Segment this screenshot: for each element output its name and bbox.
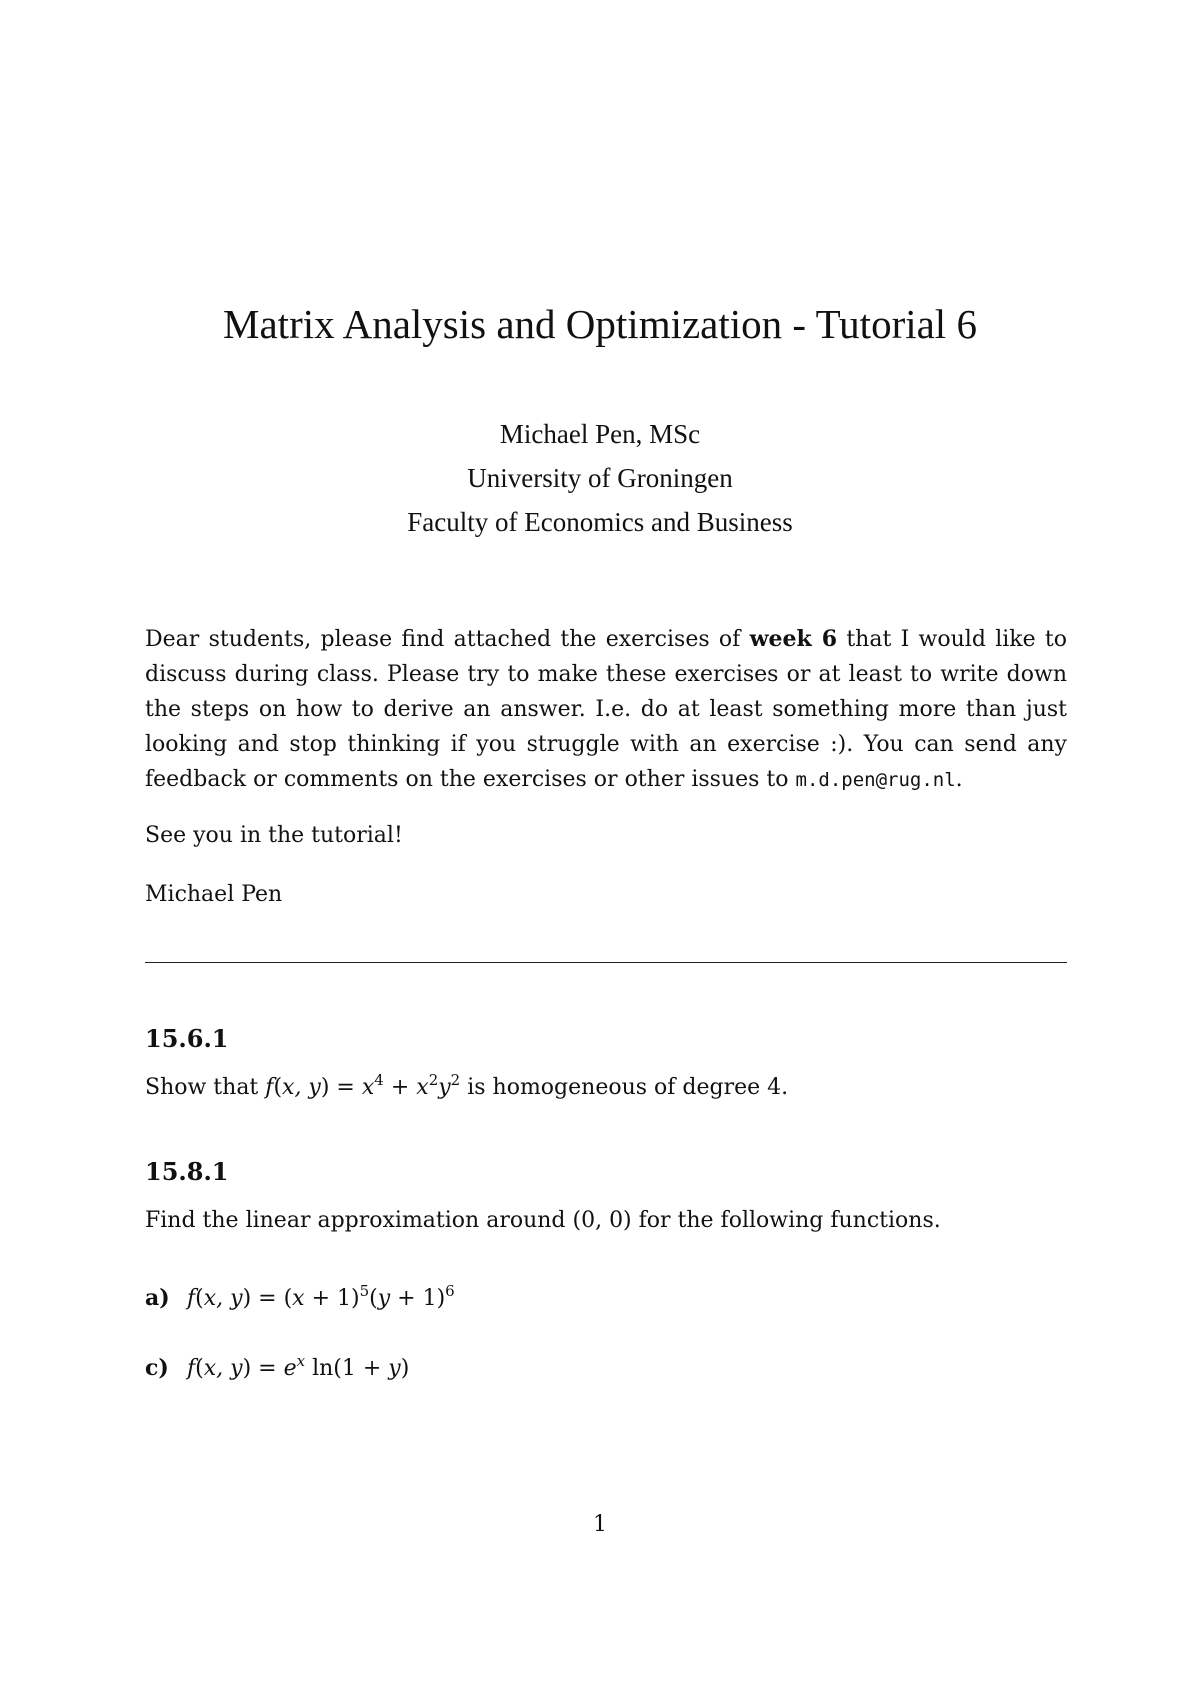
problem-15-6-1-text-before: Show that (145, 1075, 266, 1100)
faculty-name: Faculty of Economics and Business (407, 507, 793, 537)
sub-item-a (145, 1282, 455, 1311)
horizontal-divider (145, 962, 1067, 963)
problem-15-6-1-text-after: is homogeneous of degree 4. (460, 1075, 789, 1100)
document-title: Matrix Analysis and Optimization - Tutorial 6 (223, 301, 977, 347)
closing-line: See you in the tutorial! (145, 823, 403, 848)
sub-item-c (145, 1352, 410, 1381)
section-heading-15-8-1: 15.8.1 (145, 1157, 229, 1186)
page-number: 1 (593, 1512, 607, 1537)
author-name: Michael Pen, MSc (499, 419, 701, 449)
formula-a: f(x, $y) = (x + 1)^5(y + 1)^6$ (187, 1282, 455, 1311)
author-block (0, 412, 1200, 544)
intro-text-2: that I would like to discuss during class. Please try to make these exercises or at least to write down the steps on how to derive an answer. I.e. do at least something more than just looking and stop thinking if you struggle with an exercise :). You can send any feedback or comments on the exercises or other issues to (145, 627, 1067, 792)
intro-week-bold: week 6 (749, 626, 838, 652)
signature: Michael Pen (145, 882, 283, 907)
university-name: University of Groningen (467, 463, 733, 493)
section-heading-15-6-1: 15.6.1 (145, 1024, 229, 1053)
sub-item-c-label: c) (145, 1355, 169, 1381)
intro-text-3: . (955, 767, 963, 792)
intro-text-1: Dear students, please find attached the exercises of (145, 627, 750, 652)
formula-homogeneous: f(x, $y) = x^4 + x^2y^2$ (265, 1071, 461, 1100)
problem-15-6-1 (145, 1071, 789, 1100)
formula-c: f(x, $y) = e^x$ ln(1 + y) (187, 1352, 410, 1381)
sub-item-a-label: a) (145, 1285, 170, 1311)
problem-15-8-1: Find the linear approximation around (0, 0) for the following functions. (145, 1208, 941, 1233)
intro-paragraph (145, 622, 1067, 798)
email-address: m.d.pen@rug.nl (795, 769, 956, 791)
